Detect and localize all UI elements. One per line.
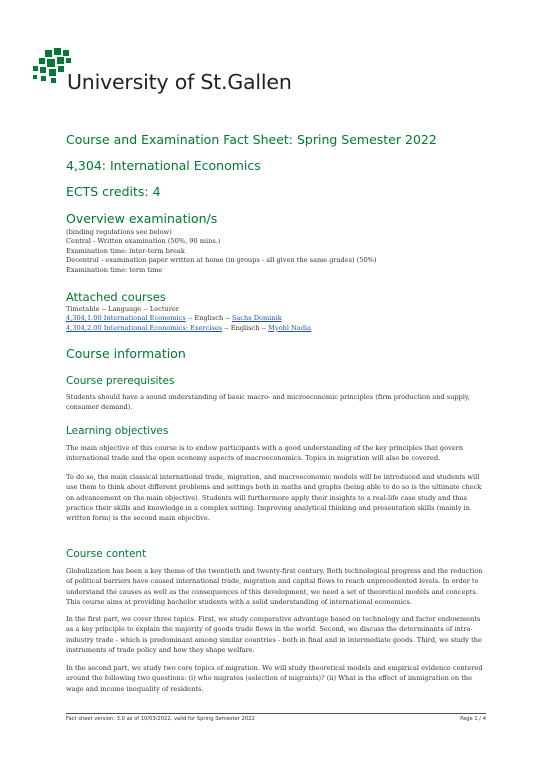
overview-list — [66, 228, 486, 275]
course-link[interactable]: 4,304,1.00 International Economics — [66, 314, 186, 323]
overview-line: Examination time: inter-term break — [66, 246, 185, 255]
footer-divider — [66, 713, 486, 714]
ects-credits: ECTS credits: 4 — [66, 184, 161, 199]
attached-course-row — [66, 314, 486, 323]
prerequisites-text: Students should have a sound understanding of basic macro- and microeconomic principles (firm production and supply, consumer demand). — [66, 393, 470, 412]
course-separator: -- Englisch -- — [185, 314, 232, 323]
learning-objectives-heading: Learning objectives — [66, 425, 169, 437]
university-logo — [25, 40, 292, 100]
lecturer-link[interactable]: Sachs Dominik — [231, 314, 282, 323]
overview-line: (binding regulations see below) — [66, 228, 172, 236]
course-separator: -- Englisch -- — [222, 323, 269, 332]
prerequisites-heading: Course prerequisites — [66, 375, 175, 387]
overview-heading: Overview examination/s — [66, 211, 218, 226]
course-information-heading: Course information — [66, 346, 186, 361]
course-content-paragraph: In the second part, we study two core topics of migration. We will study theoretical models and empirical evidence centered around the following two questions: (i) who migrates (selection of migrants)? (ii) What is the effect of immigration on the wage and income inequality of residents. — [66, 664, 483, 693]
attached-courses-list — [66, 305, 486, 333]
university-name: University of St.Gallen — [67, 70, 292, 94]
course-content-heading: Course content — [66, 548, 147, 560]
attached-courses-header: Timetable -- Language -- Lecturer — [66, 305, 179, 313]
learning-objectives-paragraph: To do so, the main classical international trade, migration, and macroeconomic models will be introduced and students will use them to think about different problems and settings both in maths and graphs (being able to do so is the ultimate check on advancement on the main objective). Students will furthermore apply their insights to a real-life case study and thus practice their skills and knowledge in a complex setting. Improving analytical thinking and presentation skills (mainly in written form) is the second main objective. — [66, 473, 482, 523]
overview-line: Central - Written examination (50%, 90 mins.) — [66, 237, 221, 246]
course-content-paragraph: In the first part, we cover three topics. First, we study comparative advantage based on technology and factor endowments as a key principle to explain the majority of goods trade flows in the world. Second, we discuss the determinants of intra-industry trade - which is predominant among similar countries - both in final and in intermediate goods. Third, we study the instruments of trade policy and how they shape welfare. — [66, 615, 482, 654]
attached-courses-heading: Attached courses — [66, 290, 166, 304]
footer-version: Fact sheet version: 3.0 as of 10/03/2022, valid for Spring Semester 2022 — [66, 716, 255, 722]
page-title: Course and Examination Fact Sheet: Spring Semester 2022 — [66, 132, 437, 147]
learning-objectives-paragraph: The main objective of this course is to endow participants with a good understanding of the key principles that govern international trade and the open economy aspects of macroeconomics. Topics in migration will also be covered. — [66, 444, 464, 463]
overview-line: Decentral - examination paper written at home (in groups - all given the same grades) (50%) — [66, 256, 377, 265]
overview-line: Examination time: term time — [66, 265, 163, 274]
course-link[interactable]: 4,304,2.00 International Economics: Exercises — [66, 323, 223, 332]
attached-course-row — [66, 324, 486, 333]
course-content-paragraph: Globalization has been a key theme of the twentieth and twenty-first century. Both technological progress and the reduction of political barriers have caused international trade, migration and capital flows to reach unprecedented levels. In order to understand the causes as well as the consequences of this development, we need a set of theoretical models and concepts. This course aims at providing bachelor students with a solid understanding of international economics. — [66, 567, 483, 606]
lecturer-link[interactable]: Myohl Nadia — [268, 323, 312, 332]
course-title: 4,304: International Economics — [66, 158, 261, 173]
footer-page-number: Page 1 / 4 — [460, 716, 486, 722]
